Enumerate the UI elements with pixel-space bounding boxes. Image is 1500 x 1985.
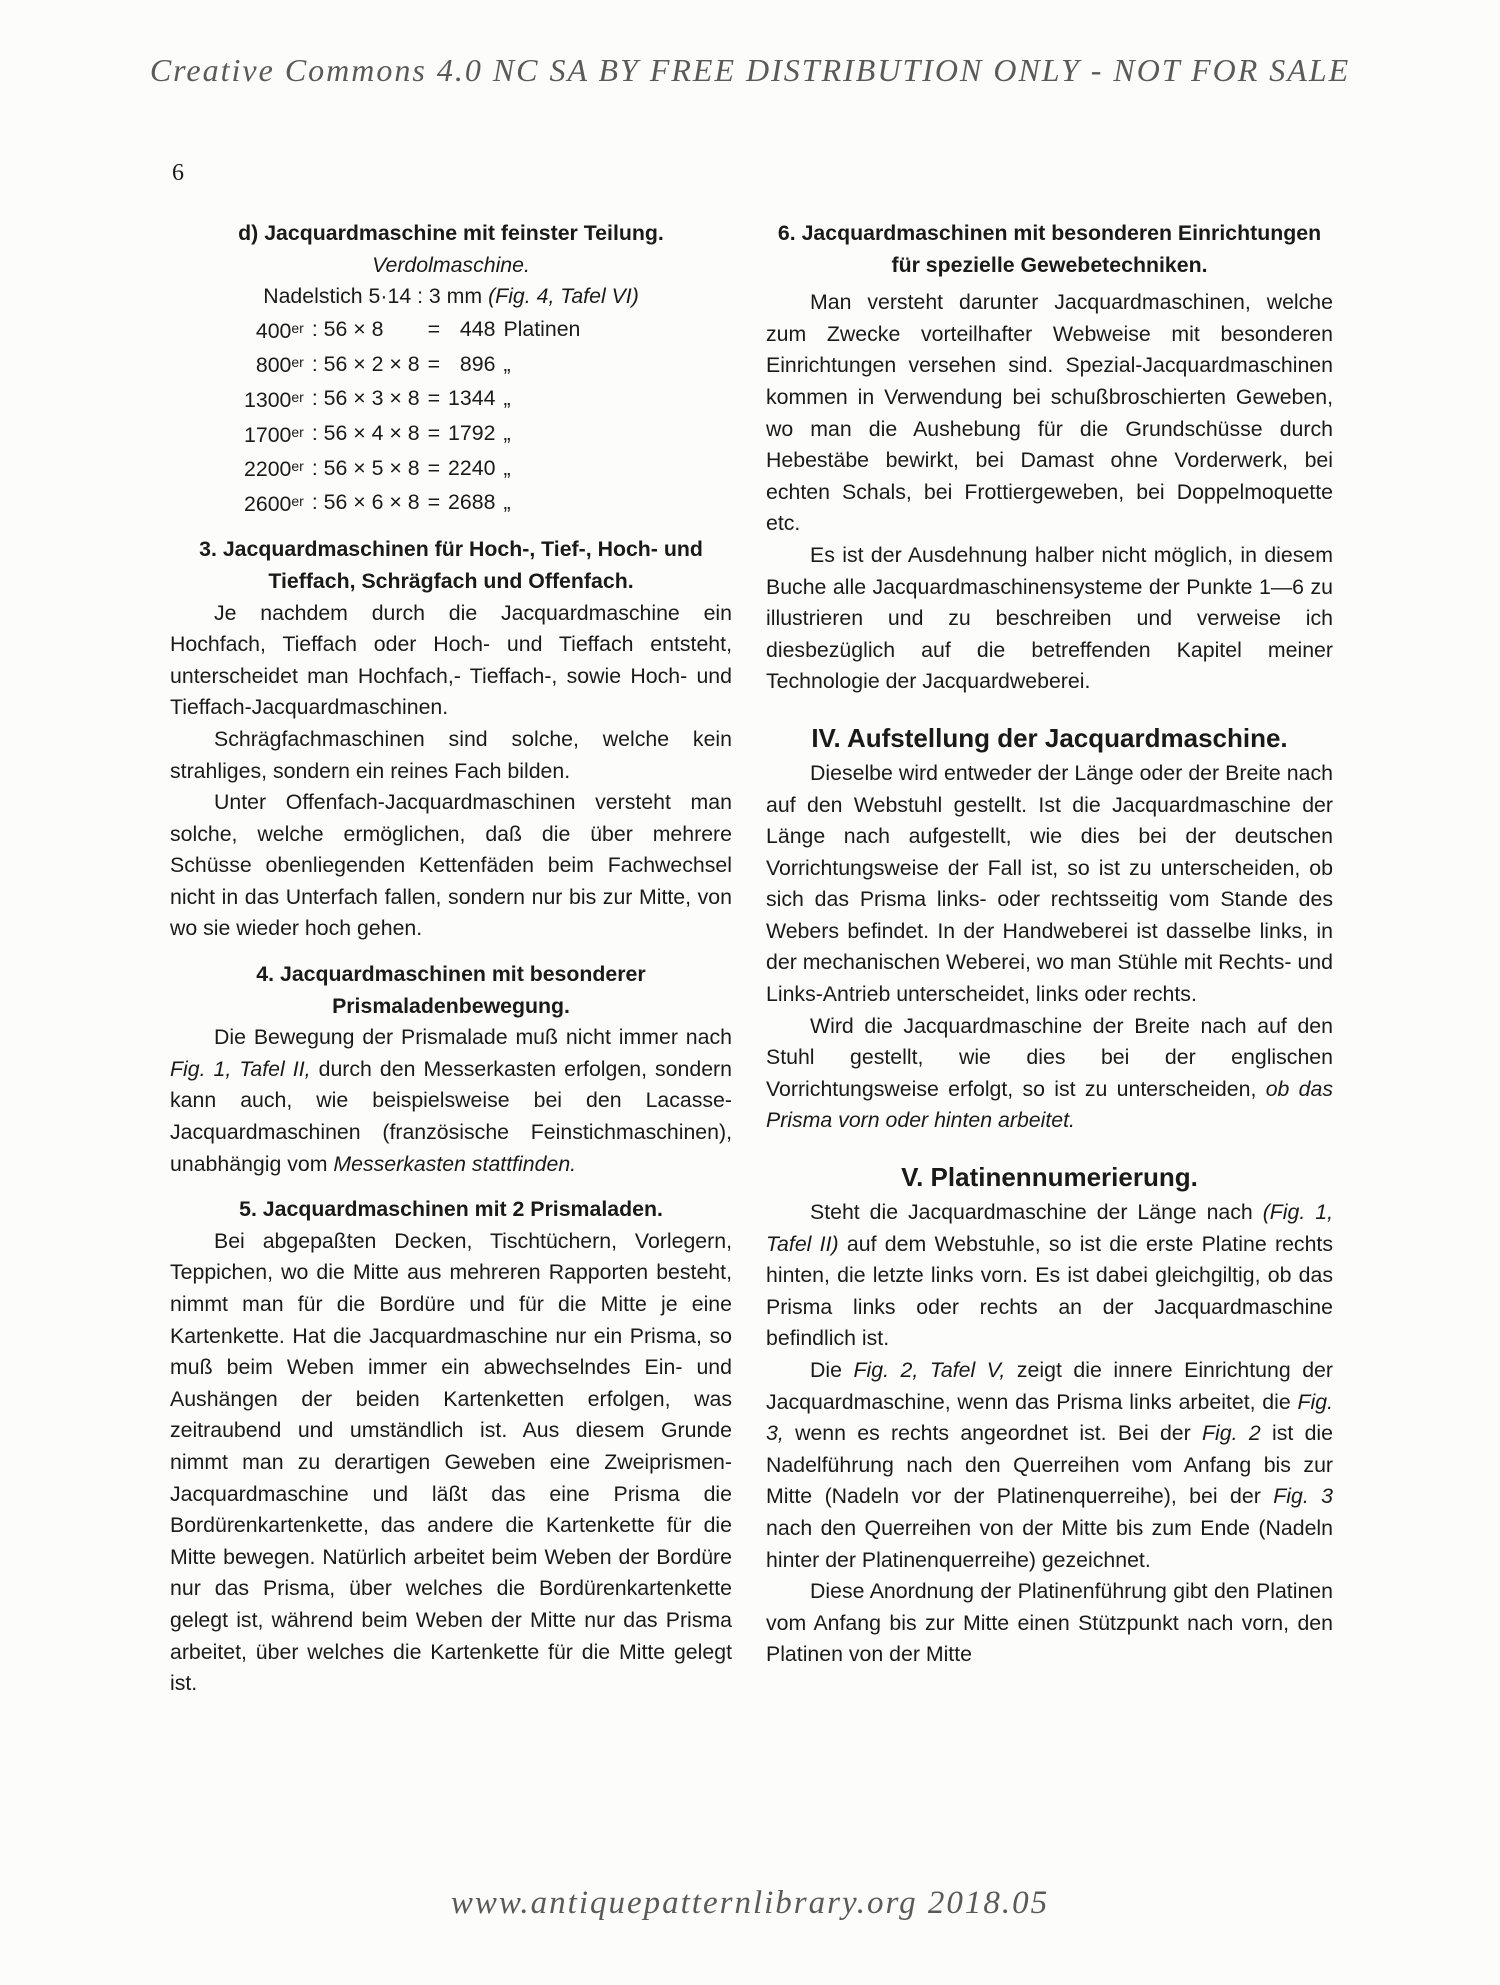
section-v-ref: (Fig. 1, Tafel II) [766, 1200, 1333, 1256]
section-v-text-b: auf dem Webstuhle, so ist die erste Platine rechts hinten, die letzte links vorn. Es ist dabei gleichgiltig, ob das Prisma links oder rechts an der Jacquardmaschine befindlich ist. [766, 1231, 1333, 1351]
section-3-paragraph-3: Unter Offenfach-Jacquardmaschinen versteht man solche, welche ermöglichen, daß die über mehrere Schüsse obenliegenden Kettenfäden beim Fachwechsel nicht in das Unterfach fallen, sondern nur bis zur Mitte, von wo sie wieder hoch gehen. [170, 790, 732, 941]
formula-text: : 56 × 8 [311, 317, 384, 342]
v2-text-c: wenn es rechts angeordnet ist. Bei der [795, 1421, 1191, 1446]
formula [308, 382, 424, 417]
unit-label-text: „ [503, 490, 511, 515]
v2-text-e: nach den Querreihen von der Mitte bis zum Ende (Nadeln hinter der Platinenquerreihe) gezeichnet. [766, 1515, 1333, 1572]
v2-ref-1: Fig. 2, Tafel V, [853, 1358, 1006, 1382]
platinen-table [240, 313, 584, 521]
formula-text: : 56 × 5 × 8 [311, 455, 420, 480]
size-suffix: er [291, 354, 304, 371]
machine-size [240, 451, 308, 486]
machine-size-text: 2200 [244, 457, 292, 482]
formula [308, 313, 424, 348]
section-4-text-c: Messerkasten stattfinden. [333, 1151, 577, 1176]
section-5-heading: 5. Jacquardmaschinen mit 2 Prismaladen. [239, 1197, 663, 1222]
section-v-paragraph-1 [766, 1197, 1333, 1355]
machine-size-text: 2600 [244, 491, 292, 516]
platinen-count-text: 2240 [448, 455, 496, 480]
machine-size [240, 382, 308, 417]
formula-text: : 56 × 2 × 8 [311, 351, 420, 376]
machine-size [240, 347, 308, 382]
equals-sign [424, 313, 444, 348]
formula [308, 347, 424, 382]
section-4-text-a: Die Bewegung der Prismalade muß nicht immer nach [214, 1025, 732, 1050]
unit-label-text: „ [503, 351, 511, 376]
left-column [170, 218, 732, 1700]
unit-label-text: „ [503, 421, 511, 446]
section-d-subtitle: Verdolmaschine. [372, 252, 530, 277]
needle-pitch-line [170, 281, 732, 313]
section-iv-heading: IV. Aufstellung der Jacquardmaschine. [811, 722, 1288, 753]
platinen-row [240, 486, 584, 521]
unit-label-text: Platinen [503, 317, 581, 342]
platinen-count-text: 448 [459, 317, 496, 342]
page-number: 6 [172, 160, 184, 186]
formula [308, 417, 424, 452]
needle-pitch-text: Nadelstich 5·14 : 3 mm [263, 284, 483, 309]
size-suffix: er [291, 319, 304, 336]
platinen-row [240, 417, 584, 452]
section-iv-paragraph-1: Dieselbe wird entweder der Länge oder der Breite nach auf den Webstuhl gestellt. Ist die Jacquardmaschine der Länge nach aufgestellt, wie dies bei der deutschen Vorrichtungsweise der Fall ist, so ist zu unterscheiden, ob sich das Prisma links- oder rechtsseitig vom Stande des Webers befindet. In der Handweberei ist dasselbe links, in der mechanischen Weberei, wo man Stühle mit Rechts- und Links-Antrieb unterscheidet, links oder rechts. [766, 760, 1333, 1007]
platinen-row [240, 313, 584, 348]
equals-sign-text: = [427, 455, 441, 480]
platinen-count-text: 2688 [448, 490, 496, 515]
equals-sign [424, 451, 444, 486]
formula [308, 451, 424, 486]
equals-sign [424, 486, 444, 521]
formula-text: : 56 × 3 × 8 [311, 386, 420, 411]
section-d-heading: d) Jacquardmaschine mit feinster Teilung. [238, 221, 664, 245]
platinen-count [444, 347, 499, 382]
platinen-count [444, 451, 499, 486]
machine-size [240, 417, 308, 452]
machine-size-text: 1300 [244, 387, 292, 412]
size-suffix: er [291, 388, 304, 405]
section-v-paragraph-2 [766, 1355, 1333, 1576]
formula-text: : 56 × 4 × 8 [311, 421, 420, 446]
equals-sign [424, 382, 444, 417]
size-suffix: er [291, 492, 304, 509]
v2-ref-3: Fig. 2 [1202, 1421, 1261, 1446]
equals-sign [424, 417, 444, 452]
unit-label [499, 486, 584, 521]
section-5-paragraph: Bei abgepaßten Decken, Tischtüchern, Vorlegern, Teppichen, wo die Mitte aus mehreren Rapporten besteht, nimmt man für die Bordüre und für die Mitte je eine Kartenkette. Hat die Jacquardmaschine nur ein Prisma, so muß beim Weben immer ein abwechselndes Ein- und Aushängen der beiden Kartenketten erfolgen, was zeitraubend und umständlich ist. Aus diesem Grunde nimmt man zu derartigen Geweben eine Zweiprismen-Jacquardmaschine und läßt das eine Prisma die Bordürenkartenkette, das andere die Kartenkette für die Mitte bewegen. Natürlich arbeitet beim Weben der Bordüre nur das Prisma, über welches die Bordürenkartenkette gelegt ist, während beim Weben der Mitte nur das Prisma arbeitet, über welches die Kartenkette für die Mitte gelegt ist. [170, 1228, 732, 1696]
unit-label [499, 417, 584, 452]
section-4-ref: Fig. 1, Tafel II, [170, 1056, 311, 1081]
v2-ref-4: Fig. 3 [1273, 1484, 1334, 1509]
platinen-count [444, 313, 499, 348]
size-suffix: er [291, 423, 304, 440]
section-v-paragraph-3: Diese Anordnung der Platinenführung gibt den Platinen vom Anfang bis zur Mitte einen Stützpunkt nach vorn, den Platinen von der Mitte [766, 1579, 1333, 1667]
needle-pitch-ref: (Fig. 4, Tafel VI) [488, 284, 639, 309]
size-suffix: er [291, 458, 304, 475]
v2-text-b: zeigt die innere Einrichtung der Jacquardmaschine, wenn das Prisma links arbeitet, die [766, 1358, 1333, 1414]
section-6-paragraph-2: Es ist der Ausdehnung halber nicht möglich, in diesem Buche alle Jacquardmaschinensysteme der Punkte 1—6 zu illustrieren und zu beschreiben und verweise ich diesbezüglich auf die betreffenden Kapitel meiner Technologie der Jacquardweberei. [766, 542, 1333, 694]
platinen-row [240, 451, 584, 486]
section-3-heading: 3. Jacquardmaschinen für Hoch-, Tief-, Hoch- und Tieffach, Schrägfach und Offenfach. [199, 537, 703, 593]
license-header: Creative Commons 4.0 NC SA BY FREE DISTRIBUTION ONLY - NOT FOR SALE [149, 52, 1351, 88]
v2-text-a: Die [810, 1358, 842, 1382]
formula-text: : 56 × 6 × 8 [311, 490, 420, 515]
equals-sign-text: = [427, 351, 441, 376]
platinen-count [444, 417, 499, 452]
machine-size-text: 1700 [244, 422, 292, 447]
platinen-count-text: 896 [459, 351, 496, 376]
section-4-heading: 4. Jacquardmaschinen mit besonderer Prismaladenbewegung. [256, 962, 646, 1018]
unit-label-text: „ [503, 386, 511, 411]
unit-label [499, 451, 584, 486]
formula [308, 486, 424, 521]
unit-label [499, 347, 584, 382]
section-iv-paragraph-2 [766, 1011, 1333, 1137]
v2-ref-2: Fig. 3, [766, 1389, 1333, 1446]
equals-sign-text: = [427, 386, 441, 411]
unit-label [499, 382, 584, 417]
platinen-count-text: 1792 [448, 421, 496, 446]
section-4-text-b: durch den Messerkasten erfolgen, sondern kann auch, wie beispielsweise bei den Lacasse-Jacquardmaschinen (französische Feinstichmaschinen), unabhängig vom [170, 1056, 732, 1176]
platinen-count [444, 382, 499, 417]
equals-sign-text: = [427, 421, 441, 446]
platinen-count-text: 1344 [448, 386, 496, 411]
section-iv-text-a: Wird die Jacquardmaschine der Breite nach auf den Stuhl gestellt, wie dies bei der englischen Vorrichtungsweise erfolgt, so ist zu unterscheiden, [766, 1013, 1333, 1101]
machine-size-text: 400 [255, 318, 292, 343]
section-6-heading: 6. Jacquardmaschinen mit besonderen Einrichtungen für spezielle Gewebetechniken. [777, 221, 1322, 277]
right-column [766, 218, 1333, 1671]
platinen-row [240, 382, 584, 417]
equals-sign [424, 347, 444, 382]
section-6-paragraph-1: Man versteht darunter Jacquardmaschinen, welche zum Zwecke vorteilhafter Webweise mit besonderen Einrichtungen versehen sind. Spezial-Jacquardmaschinen kommen in Verwendung bei schußbroschierten Geweben, wo man die Aushebung für die Grundschüsse durch Hebestäbe bewirkt, bei Damast ohne Vorderwerk, bei echten Schals, bei Frottiergeweben, bei Doppelmoquette etc. [766, 290, 1333, 536]
section-v-heading: V. Platinennumerierung. [901, 1162, 1198, 1193]
machine-size [240, 313, 308, 348]
library-footer: www.antiquepatternlibrary.org 2018.05 [450, 1885, 1050, 1921]
section-v-text-a: Steht die Jacquardmaschine der Länge nach [810, 1200, 1253, 1225]
platinen-row [240, 347, 584, 382]
machine-size [240, 486, 308, 521]
section-3-paragraph-1: Je nachdem durch die Jacquardmaschine ein Hochfach, Tieffach oder Hoch- und Tieffach entsteht, unterscheidet man Hochfach,- Tieffach-, sowie Hoch- und Tieffach-Jacquardmaschinen. [170, 600, 732, 720]
v2-text-d: ist die Nadelführung nach den Querreihen vom Anfang bis zur Mitte (Nadeln vor der Platinenquerreihe), bei der [766, 1421, 1333, 1509]
equals-sign-text: = [427, 317, 441, 342]
section-iv-text-b: ob das Prisma vorn oder hinten arbeitet. [766, 1076, 1334, 1133]
section-3-paragraph-2: Schrägfachmaschinen sind solche, welche kein strahliges, sondern ein reines Fach bilden. [170, 726, 732, 783]
unit-label [499, 313, 584, 348]
platinen-count [444, 486, 499, 521]
unit-label-text: „ [503, 455, 511, 480]
section-4-paragraph [170, 1022, 732, 1180]
machine-size-text: 800 [255, 353, 292, 378]
equals-sign-text: = [427, 490, 441, 515]
